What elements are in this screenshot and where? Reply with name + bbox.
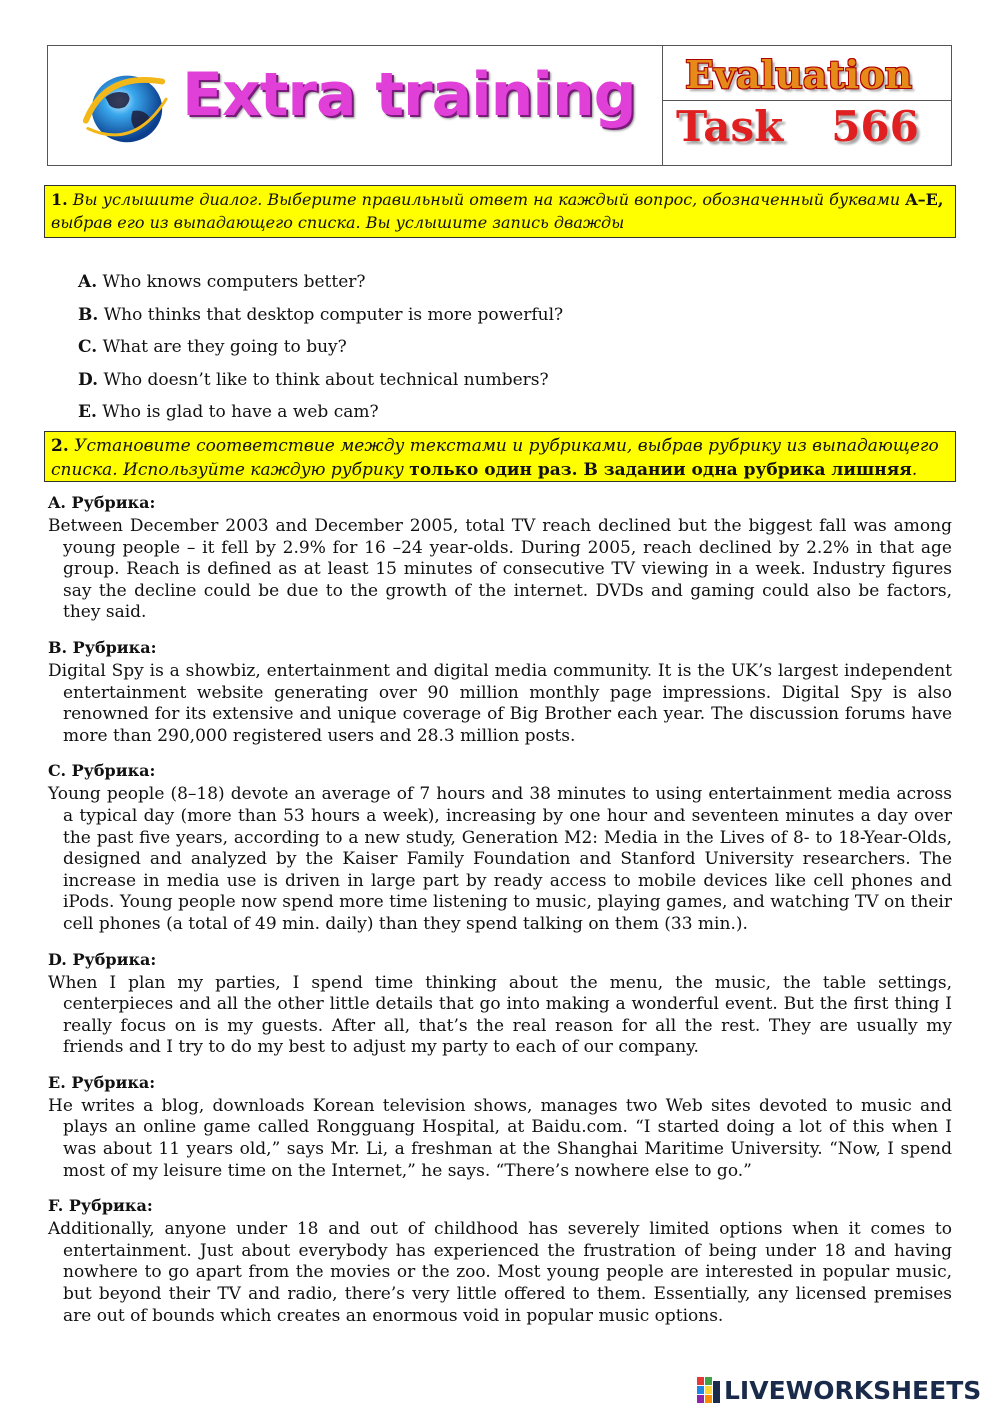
question-text: Who is glad to have a web cam? [102, 402, 379, 422]
text-body: When I plan my parties, I spend time thinking about the menu, the music, the table settings, centerpieces and all the other little details that go into making a wonderful event. But the first thing I really focus on is my guests. After all, that’s the real reason for all the rest. They are usually my friends and I try to do my best to adjust my party to each of our company. [48, 972, 952, 1058]
text-body: He writes a blog, downloads Korean television shows, manages two Web sites devoted to music and plays an online game called Rongguang Hospital, at Baidu.com. “I started doing a lot of this when I was about 11 years old,” says Mr. Li, a freshman at the Shanghai Maritime University. “Now, I spend most of my leisure time on the Internet,” he says. “There’s nowhere else to go.” [48, 1095, 952, 1181]
task2-emphasis: В задании одна рубрика лишняя [583, 460, 912, 480]
text-heading: A. Рубрика: [48, 493, 156, 512]
text-block [48, 949, 952, 1059]
globe-logo-icon [76, 60, 174, 152]
text-heading: C. Рубрика: [48, 761, 156, 781]
question-text: Who knows computers better? [102, 272, 366, 292]
task2-instruction [44, 431, 956, 482]
question-item [78, 364, 563, 397]
text-body: Digital Spy is a showbiz, entertainment and digital media community. It is the UK’s largest independent entertainment website generating over 90 million monthly page impressions. Digital Spy is also renowned for its extensive and unique coverage of Big Brother each year. The discussion forums have more than 290,000 registered users and 28.3 million posts. [48, 660, 952, 746]
task1-instruction [44, 185, 956, 238]
question-letter: D. [78, 369, 99, 390]
task-number: 566 [831, 102, 919, 151]
question-letter: E. [78, 402, 97, 422]
task1-instruction-text: выбрав его из выпадающего списка. Вы услышите запись дважды [51, 213, 625, 232]
header-divider [662, 46, 663, 165]
text-body: Additionally, anyone under 18 and out of childhood has severely limited options when it comes to entertainment. Just about everybody has experienced the frustration of being under 18 and having nowhere to go apart from the movies or the zoo. Most young people are interested in popular music, but beyond their TV and radio, there’s very little offered to them. Essentially, any licensed premises are out of bounds which creates an enormous void in popular music options. [48, 1219, 952, 1326]
evaluation-label: Evaluation [685, 52, 913, 97]
question-item [78, 396, 563, 429]
task1-number: 1. [51, 190, 68, 209]
question-text: Who thinks that desktop computer is more powerful? [103, 304, 564, 325]
text-heading: F. Рубрика: [48, 1196, 153, 1216]
text-block [48, 492, 952, 624]
brand-title: Extra training [182, 60, 636, 130]
text-block [48, 760, 952, 935]
text-block [48, 1072, 952, 1182]
question-letter: A. [78, 272, 98, 292]
question-item [78, 331, 563, 364]
question-letter: B. [78, 304, 99, 325]
text-heading: D. Рубрика: [48, 949, 157, 969]
text-block [48, 637, 952, 747]
liveworksheets-logo-icon [697, 1377, 721, 1405]
question-text: Who doesn’t like to think about technical numbers? [103, 369, 549, 390]
task2-dot: . [571, 460, 584, 480]
question-letter: C. [78, 337, 98, 357]
text-body: Between December 2003 and December 2005, total TV reach declined but the biggest fall was among young people – it fell by 2.9% for 16 –24 year-olds. During 2005, reach declined by 2.2% in that age group. Reach is defined as at least 15 minutes of consecutive TV viewing in a week. Industry figures say the decline could be due to the growth of the internet. DVDs and gaming could also be factors, they said. [48, 516, 952, 623]
worksheet-header [47, 45, 952, 166]
task1-instruction-text: Вы услышите диалог. Выберите правильный ответ на каждый вопрос, обозначенный буквами [72, 190, 906, 209]
header-divider [662, 100, 951, 101]
task2-instruction-text: Установите соответствие между текстами и рубриками, выбрав рубрику из выпадающего списка. Используйте каждую рубрику [51, 436, 939, 480]
task-label [676, 102, 919, 151]
question-item [78, 266, 563, 299]
text-body: Young people (8–18) devote an average of 7 hours and 38 minutes to using entertainment media across a typical day (more than 53 hours a week), increasing by one hour and seventeen minutes a day over the past five years, according to a new study, Generation M2: Media in the Lives of 8- to 18-Year-Olds, designed and analyzed by the Kaiser Family Foundation and Stanford University researchers. The increase in media use is driven in large part by ready access to mobile devices like cell phones and iPods. Young people now spend more time listening to music, playing games, and watching TV on their cell phones (a total of 49 min. daily) than they spend talking on them (33 min.). [48, 784, 952, 934]
text-heading: B. Рубрика: [48, 637, 157, 657]
watermark-text: LIVEWORKSHEETS [724, 1376, 982, 1405]
liveworksheets-watermark [697, 1376, 981, 1405]
question-list [78, 266, 563, 429]
task2-emphasis: только один раз [409, 460, 572, 480]
task2-instruction-end: . [911, 460, 918, 480]
question-item [78, 299, 563, 332]
texts-section [48, 492, 952, 1340]
task2-number: 2. [51, 436, 69, 456]
task1-letters: A–E, [905, 190, 944, 209]
question-text: What are they going to buy? [102, 337, 347, 357]
text-block [48, 1195, 952, 1327]
task-word: Task [676, 102, 784, 151]
text-heading: E. Рубрика: [48, 1072, 156, 1092]
